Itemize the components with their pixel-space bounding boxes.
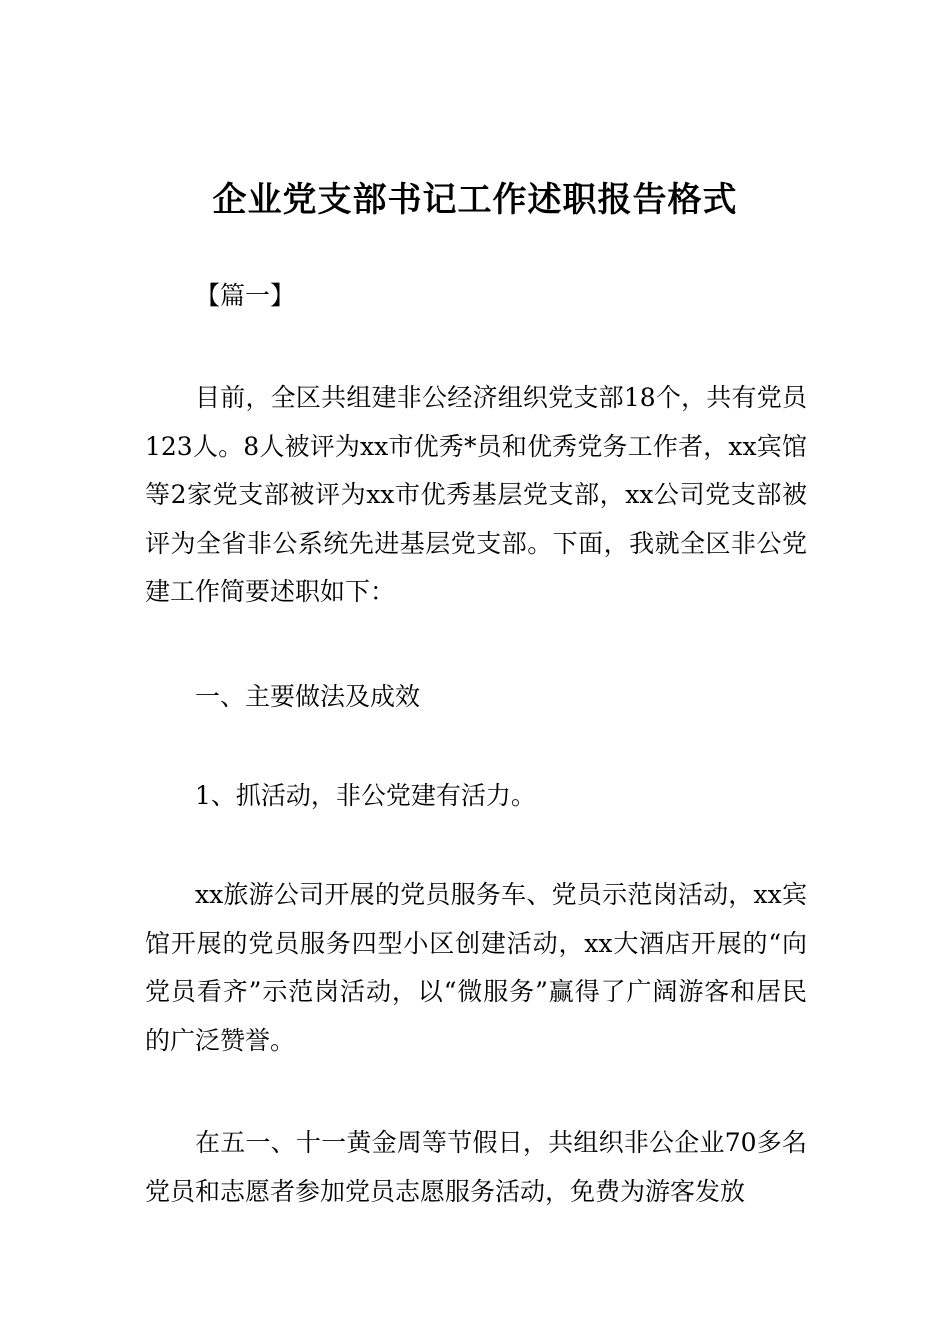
section-heading: 一、主要做法及成效 [195, 682, 421, 711]
paragraph-intro: 目前，全区共组建非公经济组织党支部18个，共有党员123人。8人被评为xx市优秀*员和优秀党务工作者，xx宾馆等2家党支部被评为xx市优秀基层党支部，xx公司党支部被评为全省非公系统先进基层党支部。下面，我就全区非公党建工作简要述职如下： [145, 383, 807, 606]
document-title: 企业党支部书记工作述职报告格式 [212, 180, 738, 220]
paragraph-activities: xx旅游公司开展的党员服务车、党员示范岗活动，xx宾馆开展的党员服务四型小区创建活动，xx大酒店开展的“向党员看齐”示范岗活动，以“微服务”赢得了广阔游客和居民的广泛赞誉。 [145, 880, 807, 1055]
paragraph-holidays: 在五一、十一黄金周等节假日，共组织非公企业70多名党员和志愿者参加党员志愿服务活动，免费为游客发放 [145, 1128, 807, 1206]
section-tag: 【篇一】 [195, 281, 296, 310]
subsection-heading: 1、抓活动，非公党建有活力。 [195, 781, 536, 810]
